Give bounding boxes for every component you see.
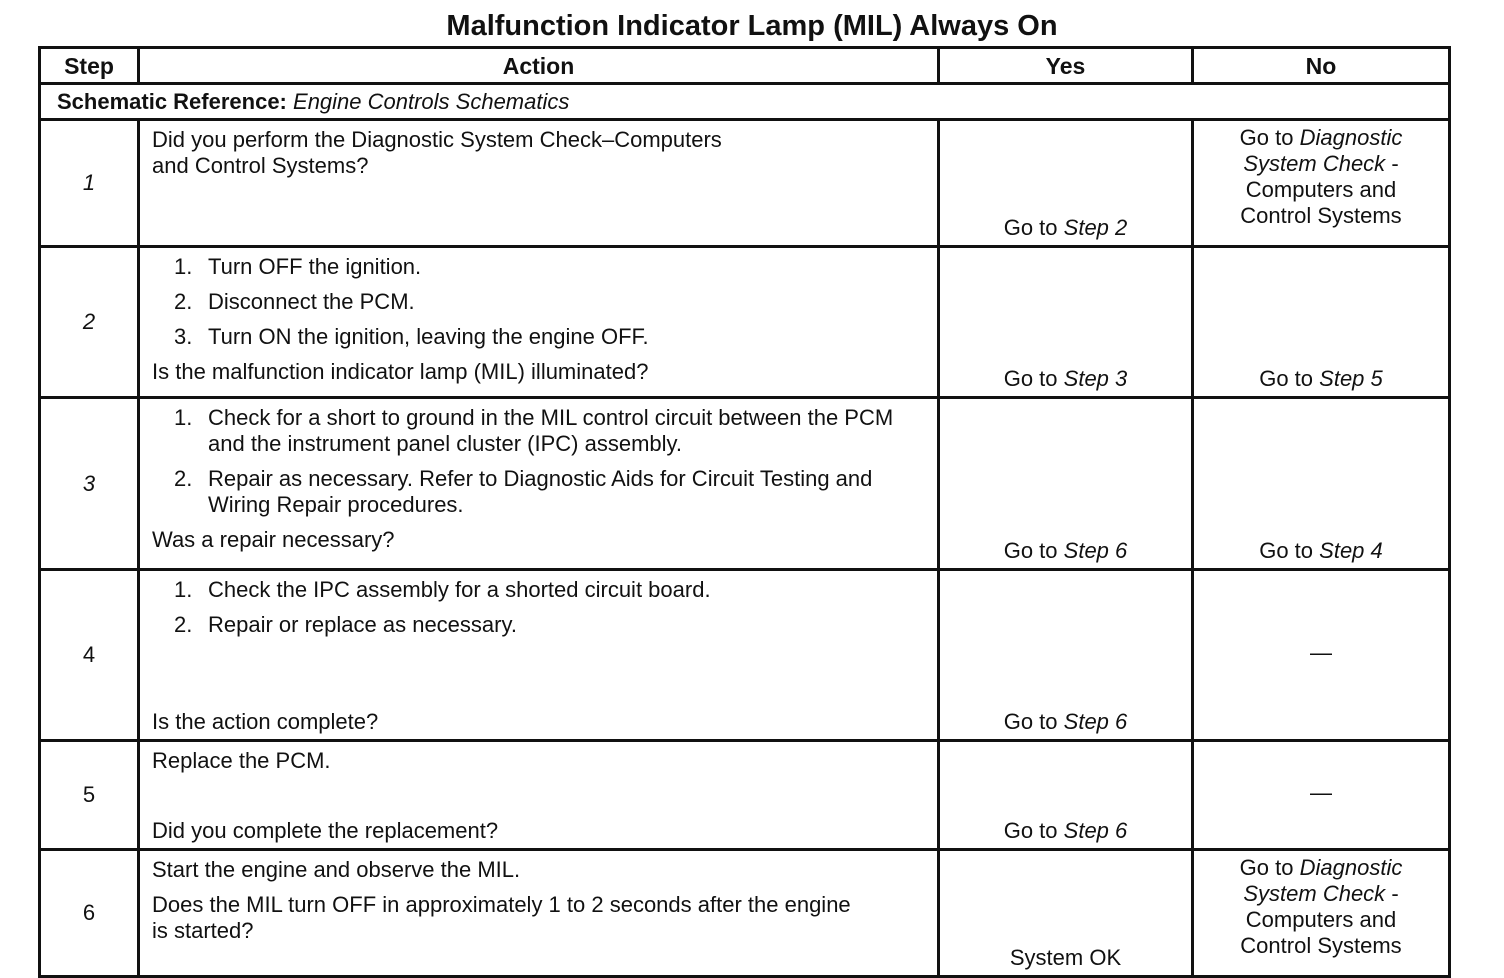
action-cell: Replace the PCM. Did you complete the replacement? bbox=[139, 741, 939, 850]
action-cell: 1. Check the IPC assembly for a shorted circuit board. 2. Repair or replace as necessary. Is the action complete? bbox=[139, 570, 939, 741]
header-no: No bbox=[1193, 48, 1450, 84]
step-number: 2 bbox=[40, 247, 139, 398]
no-cell: — bbox=[1193, 741, 1450, 850]
table-row bbox=[40, 741, 1450, 850]
table-row bbox=[40, 247, 1450, 398]
yes-cell: Go to Step 6 bbox=[939, 398, 1193, 570]
action-cell: Did you perform the Diagnostic System Check–Computers and Control Systems? bbox=[139, 120, 939, 247]
yes-cell: Go to Step 6 bbox=[939, 570, 1193, 741]
yes-cell: Go to Step 2 bbox=[939, 120, 1193, 247]
schematic-row bbox=[40, 84, 1450, 120]
yes-cell: Go to Step 6 bbox=[939, 741, 1193, 850]
step-number: 5 bbox=[40, 741, 139, 850]
table-row bbox=[40, 398, 1450, 570]
no-cell: Go to Step 4 bbox=[1193, 398, 1450, 570]
no-cell: Go to Diagnostic System Check - Computers and Control Systems bbox=[1193, 850, 1450, 977]
step-number: 1 bbox=[40, 120, 139, 247]
header-yes: Yes bbox=[939, 48, 1193, 84]
no-cell: Go to Diagnostic System Check - Computers and Control Systems bbox=[1193, 120, 1450, 247]
page-title: Malfunction Indicator Lamp (MIL) Always On bbox=[446, 10, 1058, 42]
header-row bbox=[40, 48, 1450, 84]
header-step: Step bbox=[40, 48, 139, 84]
header-action: Action bbox=[139, 48, 939, 84]
step-number: 3 bbox=[40, 398, 139, 570]
table-row bbox=[40, 120, 1450, 247]
table-row bbox=[40, 570, 1450, 741]
diagnostic-table bbox=[38, 46, 1451, 978]
action-cell: 1. Check for a short to ground in the MIL control circuit between the PCM and the instrument panel cluster (IPC) assembly. 2. Repair as necessary. Refer to Diagnostic Aids for Circuit Testing and Wiring Repair procedures. Was a repair necessary? bbox=[139, 398, 939, 570]
no-cell: — bbox=[1193, 570, 1450, 741]
step-number: 6 bbox=[40, 850, 139, 977]
step-number: 4 bbox=[40, 570, 139, 741]
action-cell: 1. Turn OFF the ignition. 2. Disconnect the PCM. 3. Turn ON the ignition, leaving the engine OFF. Is the malfunction indicator lamp (MIL) illuminated? bbox=[139, 247, 939, 398]
schematic-reference: Schematic Reference: Engine Controls Schematics bbox=[40, 84, 1450, 120]
no-cell: Go to Step 5 bbox=[1193, 247, 1450, 398]
yes-cell: Go to Step 3 bbox=[939, 247, 1193, 398]
table-row bbox=[40, 850, 1450, 977]
yes-cell: System OK bbox=[939, 850, 1193, 977]
action-cell: Start the engine and observe the MIL. Does the MIL turn OFF in approximately 1 to 2 seconds after the engine is started? bbox=[139, 850, 939, 977]
